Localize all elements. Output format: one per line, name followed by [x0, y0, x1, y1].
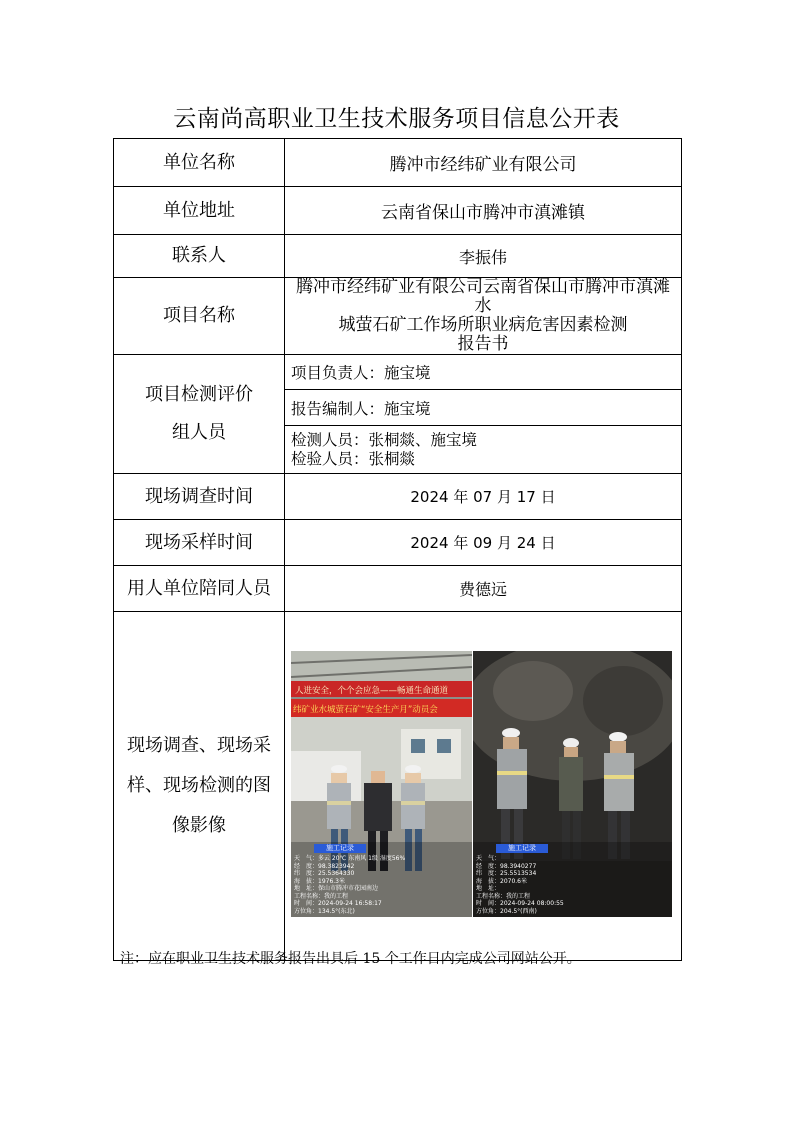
photos-container	[285, 612, 681, 960]
photo-1-wm-line: 纬 度：25.5364330	[294, 870, 355, 877]
team-testers-cell	[285, 426, 682, 474]
photo-1-watermark	[291, 842, 472, 918]
photo-1-wm-line: 工程名称：我的工程	[294, 892, 349, 900]
team-label-line-2: 组人员	[172, 422, 226, 443]
photo-1-wm-line: 方位角：134.5°(东北)	[294, 907, 355, 915]
page-title: 云南尚高职业卫生技术服务项目信息公开表	[173, 106, 620, 132]
photo-1-wm-line: 海 拔：1976.3米	[294, 877, 345, 885]
photo-1-wm-line: 地 址：保山市腾冲市花园南边	[294, 885, 379, 892]
row-escort	[114, 566, 682, 612]
photo-2-wm-line: 工程名称：我的工程	[476, 892, 531, 900]
row-sampling-time	[114, 520, 682, 566]
row-survey-time	[114, 474, 682, 520]
escort-label: 用人单位陪同人员	[114, 566, 285, 612]
team-leader: 项目负责人：施宝境	[285, 355, 682, 390]
photo-2-wm-line: 海 拔：2070.6米	[476, 877, 527, 885]
images-cell	[285, 612, 682, 961]
banner-2-text: 纬矿业水城萤石矿“安全生产月”动员会	[293, 705, 438, 715]
banner-1-text: 人进安全，个个会应急——畅通生命通道	[295, 686, 449, 696]
row-unit-name	[114, 139, 682, 187]
photo-1-watermark-title: 施工记录	[314, 844, 366, 854]
row-team-leader	[114, 355, 682, 390]
unit-address-label: 单位地址	[114, 187, 285, 235]
project-line-1: 腾冲市经纬矿业有限公司云南省保山市腾冲市滇滩水	[296, 277, 670, 316]
photo-2-wm-line: 天 气：	[476, 855, 501, 862]
sampling-time-value: 2024 年 09 月 24 日	[285, 520, 682, 566]
footer-note: 注：应在职业卫生技术服务报告出具后 15 个工作日内完成公司网站公开。	[120, 951, 581, 967]
unit-address-value: 云南省保山市腾冲市滇滩镇	[285, 187, 682, 235]
team-compiler: 报告编制人：施宝境	[285, 390, 682, 426]
site-photo-meeting	[291, 651, 472, 917]
site-photo-underground	[473, 651, 672, 917]
project-line-2: 城萤石矿工作场所职业病危害因素检测	[338, 315, 628, 335]
team-inspectors: 检验人员：张桐燚	[291, 449, 416, 468]
images-label-line-3: 像影像	[172, 815, 226, 836]
images-label	[114, 612, 285, 961]
row-images	[114, 612, 682, 961]
unit-name-value: 腾冲市经纬矿业有限公司	[285, 139, 682, 187]
photo-2-wm-line: 方位角：204.5°(西南)	[476, 907, 537, 915]
photo-2-watermark	[473, 842, 672, 918]
team-label	[114, 355, 285, 474]
photo-2-wm-line: 纬 度：25.5513534	[476, 870, 537, 877]
photo-2-watermark-title: 施工记录	[496, 844, 548, 854]
team-testers: 检测人员：张桐燚、施宝境	[291, 430, 478, 449]
survey-time-label: 现场调查时间	[114, 474, 285, 520]
photo-2-wm-line: 时 间：2024-09-24 08:00:55	[476, 900, 564, 907]
row-project	[114, 278, 682, 355]
survey-time-value: 2024 年 07 月 17 日	[285, 474, 682, 520]
images-label-line-1: 现场调查、现场采	[127, 735, 271, 756]
unit-name-label: 单位名称	[114, 139, 285, 187]
photo-2-wm-line: 地 址：	[476, 885, 501, 892]
row-unit-address	[114, 187, 682, 235]
photo-2-wm-line: 经 度：98.3940277	[476, 862, 537, 870]
images-label-line-2: 样、现场检测的图	[127, 775, 271, 796]
row-contact	[114, 235, 682, 278]
photo-1-wm-line: 时 间：2024-09-24 16:58:17	[294, 900, 382, 907]
project-label: 项目名称	[114, 278, 285, 355]
info-table	[113, 138, 682, 961]
contact-label: 联系人	[114, 235, 285, 278]
photo-1-wm-line: 天 气：多云 20℃ 东南风 1级 湿度56%	[294, 855, 406, 862]
escort-value: 费德远	[285, 566, 682, 612]
team-label-line-1: 项目检测评价	[145, 384, 253, 405]
project-line-3: 报告书	[457, 334, 509, 354]
project-value	[285, 278, 682, 355]
sampling-time-label: 现场采样时间	[114, 520, 285, 566]
contact-value: 李振伟	[285, 235, 682, 278]
photo-1-wm-line: 经 度：98.3823942	[294, 862, 355, 870]
